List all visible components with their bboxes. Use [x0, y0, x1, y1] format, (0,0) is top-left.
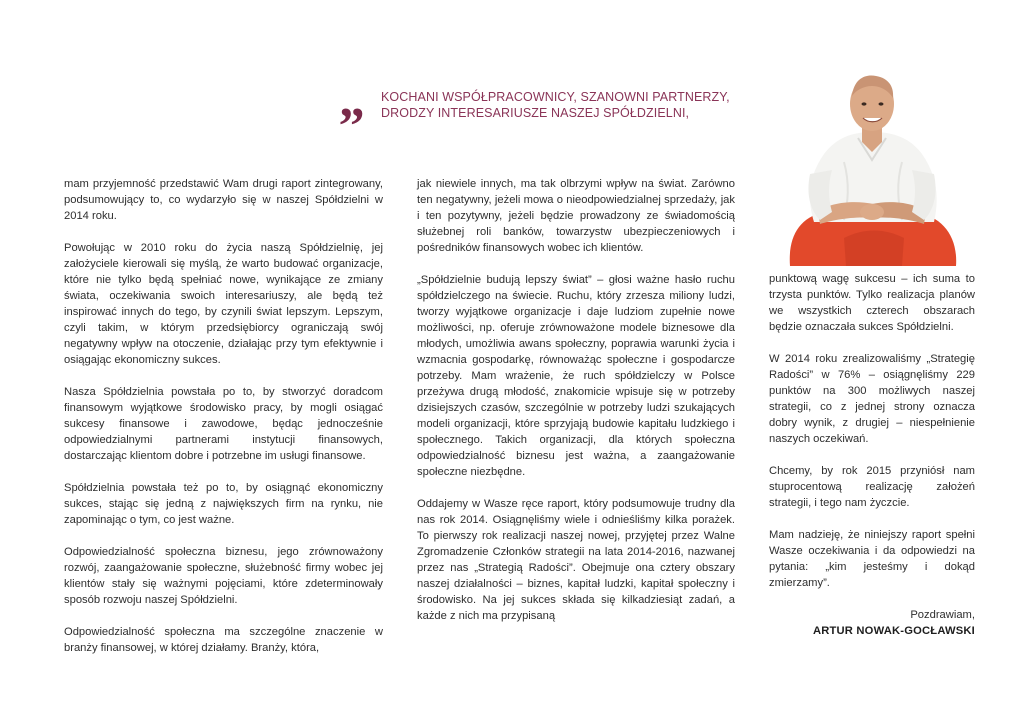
portrait-photo — [784, 62, 960, 266]
paragraph: W 2014 roku zrealizowaliśmy „Strategię Radości” w 76% – osiągnęliśmy 229 punktów na 300 możliwych naszej strategii, co z jednej strony oznacza dobry wynik, z drugiej – niespełnienie naszych oczekiwań. — [769, 353, 975, 445]
paragraph: Chcemy, by rok 2015 przyniósł nam stuprocentową realizację założeń strategii, i tego nam życzcie. — [769, 465, 975, 509]
paragraph: Odpowiedzialność społeczna ma szczególne znaczenie w branży finansowej, w której działamy. Branży, która, — [64, 626, 383, 654]
signature-block — [769, 607, 975, 639]
paragraph: jak niewiele innych, ma tak olbrzymi wpływ na świat. Zarówno ten negatywny, jeżeli mowa o nieodpowiedzialnej sprzedaży, jak i ten pozytywny, jeżeli będzie prowadzony ze świadomością służebnej roli banków, towarzystw ubezpieczeniowych i pośredników finansowych wobec ich klientów. — [417, 178, 735, 254]
text-column-2 — [417, 176, 735, 640]
paragraph: Spółdzielnia powstała też po to, by osiągnąć ekonomiczny sukces, stając się jedną z największych firm na rynku, nie zapominając o tym, co jest ważne. — [64, 482, 383, 526]
paragraph: punktową wagę sukcesu – ich suma to trzysta punktów. Tylko realizacja planów we wszystkich czterech obszarach będzie oznaczała sukces Spółdzielni. — [769, 273, 975, 333]
paragraph: Nasza Spółdzielnia powstała po to, by stworzyć doradcom finansowym wyjątkowe środowisko pracy, by mogli osiągać sukcesy finansowe i zawodowe, będąc jednocześnie odpowiedzialnymi partnerami instytucji finansowych, dostarczając klientom dobre i potrzebne im usługi finansowe. — [64, 386, 383, 462]
salutation-line-2: DRODZY INTERESARIUSZE NASZEJ SPÓŁDZIELNI, — [381, 106, 690, 120]
closing-greeting: Pozdrawiam, — [910, 609, 975, 621]
letter-salutation — [381, 89, 761, 121]
paragraph: Mam nadzieję, że niniejszy raport spełni Wasze oczekiwania i da odpowiedzi na pytania: „kim jesteśmy i dokąd zmierzamy”. — [769, 529, 975, 589]
quote-mark-icon: „ — [339, 71, 365, 128]
paragraph: mam przyjemność przedstawić Wam drugi raport zintegrowany, podsumowujący to, co wydarzyło się w naszej Spółdzielni w 2014 roku. — [64, 178, 383, 222]
text-column-3 — [769, 271, 975, 639]
paragraph: Oddajemy w Wasze ręce raport, który podsumowuje trudny dla nas rok 2014. Osiągnęliśmy wiele i odnieśliśmy kilka porażek. To pierwszy rok realizacji naszej nowej, przyjętej przez Walne Zgromadzenie Członków strategii na lata 2014-2016, nazwanej przez nas „Strategią Radości”. Obejmuje ona cztery obszary naszej działalności – biznes, kapitał ludzki, kapitał społeczny i środowisko. Na jej sukces składa się kilkadziesiąt zadań, a każde z nich ma przypisaną — [417, 498, 735, 622]
paragraph: „Spółdzielnie budują lepszy świat” – głosi ważne hasło ruchu spółdzielczego na świecie. Ruchu, który zrzesza miliony ludzi, tworzy wyjątkowe organizacje i daje ludziom zupełnie nowe możliwości, np. oferuje zrównoważone modele biznesowe dla młodych, umożliwia awans społeczny, poprawia warunki życia i wzmacnia gospodarkę, równoważąc społeczne i gospodarcze potrzeby. Mam wrażenie, że ruch spółdzielczy w Polsce przeżywa drugą młodość, znakomicie wpisuje się w potrzeby dzisiejszych czasów, szczególnie w potrzeby ludzi szukających modeli organizacji, które sprzyjają budowie kapitału ludzkiego i społecznego. Takich organizacji, dla których społeczna odpowiedzialność biznesu jest ważna, a zaangażowanie społeczne niezbędne. — [417, 274, 735, 478]
salutation-line-1: KOCHANI WSPÓŁPRACOWNICY, SZANOWNI PARTNERZY, — [381, 90, 730, 104]
paragraph: Powołując w 2010 roku do życia naszą Spółdzielnię, jej założyciele kierowali się myślą, że warto budować organizacje, które nie tylko będą spełniać nowe, wynikające ze zmiany świata, oczekiwania swoich interesariuszy, ale będą też inspirować innych do tego, by czynili świat lepszym. Lepszym, czyli takim, w którym przedsiębiorcy ograniczają swój negatywny wpływ na otoczenie, działając przy tym efektywnie i osiągając ekonomiczny sukces. — [64, 242, 383, 366]
paragraph: Odpowiedzialność społeczna biznesu, jego zrównoważony rozwój, zaangażowanie społeczne, służebność firmy wobec jej klientów stały się ważnymi pojęciami, które zdeterminowały sposób rozwoju naszej Spółdzielni. — [64, 546, 383, 606]
author-name: ARTUR NOWAK-GOCŁAWSKI — [812, 625, 975, 637]
text-column-1 — [64, 176, 383, 672]
